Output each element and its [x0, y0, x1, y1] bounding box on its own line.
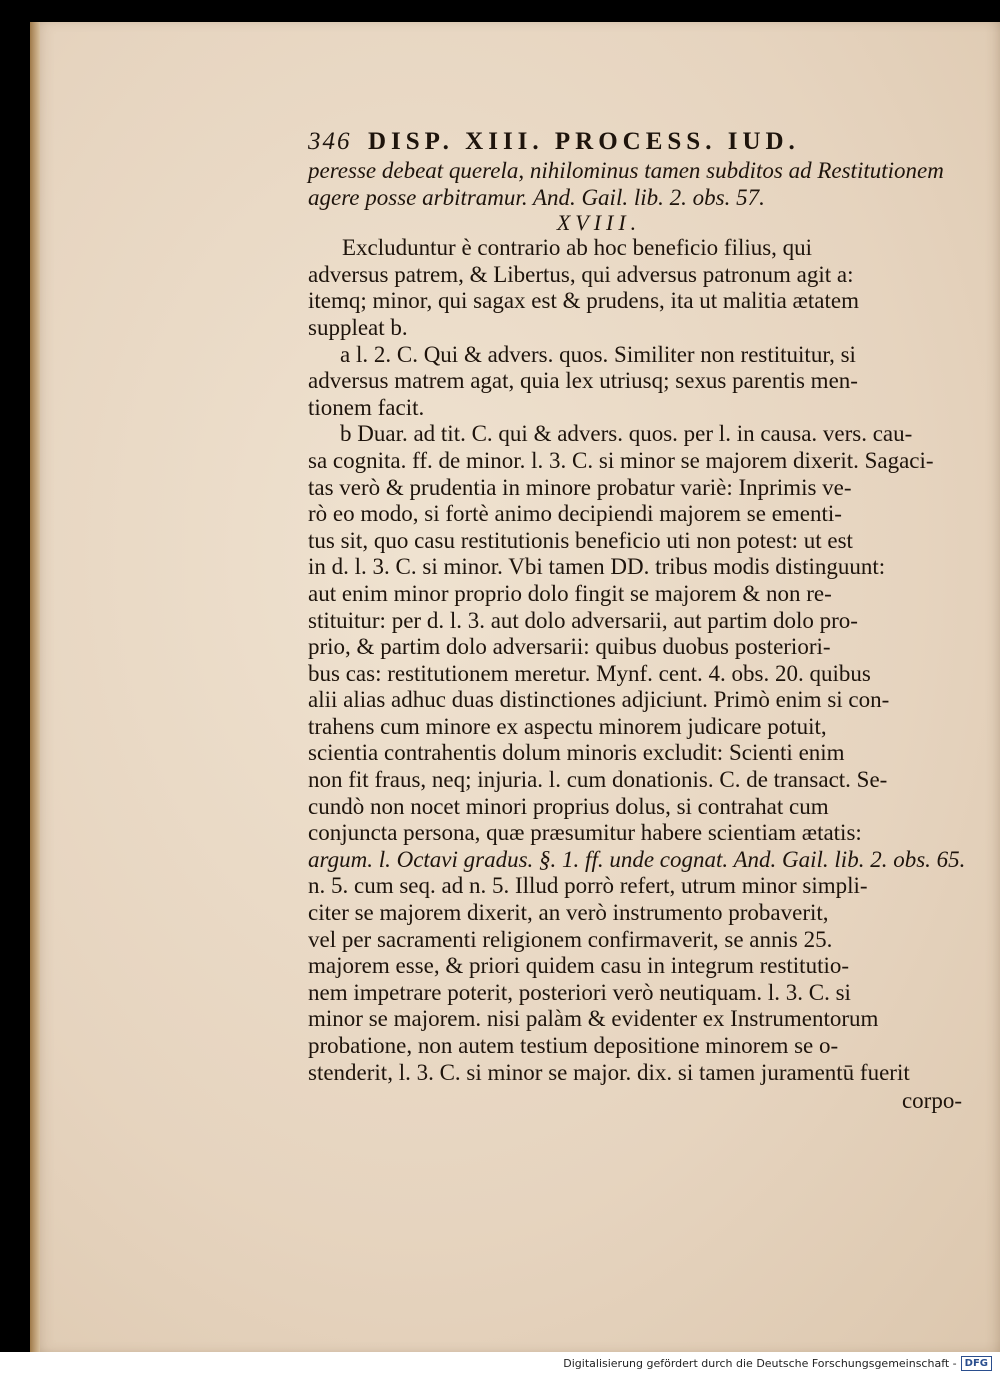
text-line: agere posse arbitramur. And. Gail. lib. 2. obs. 57.: [308, 184, 765, 210]
text-line: rò eo modo, si fortè animo decipiendi majorem se ementi-: [308, 501, 842, 527]
text-line: tionem facit.: [308, 394, 425, 420]
running-head: DISP. XIII. PROCESS. IUD.: [368, 128, 800, 155]
text-line: conjuncta persona, quæ præsumitur habere scientiam ætatis:: [308, 820, 862, 846]
text-line: scientia contrahentis dolum minoris excludit: Scienti enim: [308, 740, 845, 766]
text-line: suppleat b.: [308, 314, 408, 340]
text-line: peresse debeat querela, nihilominus tamen subditos ad Restitutionem: [308, 158, 944, 183]
text-line: n. 5. cum seq. ad n. 5. Illud porrò refert, utrum minor simpli-: [308, 873, 868, 899]
text-line: nem impetrare poterit, posteriori verò neutiquam. l. 3. C. si: [308, 979, 851, 1005]
book-page: [30, 22, 1000, 1352]
page-binding-edge: [30, 22, 40, 1352]
text-line: alii alias adhuc duas distinctiones adjiciunt. Primò enim si con-: [308, 687, 890, 713]
funding-note: Digitalisierung gefördert durch die Deutsche Forschungsgemeinschaft -: [563, 1356, 957, 1370]
text-line: sa cognita. ff. de minor. l. 3. C. si minor se majorem dixerit. Sagaci-: [308, 447, 934, 473]
text-line: cundò non nocet minori proprius dolus, si contrahat cum: [308, 793, 829, 819]
catchword: corpo-: [901, 1088, 962, 1114]
text-line: non fit fraus, neq; injuria. l. cum donationis. C. de transact. Se-: [308, 767, 888, 793]
text-line: vel per sacramenti religionem confirmaverit, se annis 25.: [308, 926, 833, 952]
text-line: probatione, non autem testium depositione minorem se o-: [308, 1033, 839, 1058]
text-line: majorem esse, & priori quidem casu in integrum restitutio-: [308, 953, 850, 979]
text-line: argum. l. Octavi gradus. §. 1. ff. unde cognat. And. Gail. lib. 2. obs. 65.: [308, 846, 966, 872]
text-line: adversus patrem, & Libertus, qui adversus patronum agit a:: [308, 261, 854, 287]
text-line: citer se majorem dixerit, an verò instrumento probaverit,: [308, 900, 829, 926]
dfg-logo: DFG: [961, 1356, 992, 1371]
text-line: prio, & partim dolo adversarii: quibus duobus posteriori-: [308, 634, 831, 660]
text-line: aut enim minor proprio dolo fingit se majorem & non re-: [308, 580, 832, 606]
text-line: tus sit, quo casu restitutionis beneficio uti non potest: ut est: [308, 527, 853, 553]
text-line: b Duar. ad tit. C. qui & advers. quos. per l. in causa. vers. cau-: [340, 421, 913, 447]
text-line: a l. 2. C. Qui & advers. quos. Similiter non restituitur, si: [340, 341, 856, 367]
page-number: 346: [308, 128, 352, 155]
text-line: adversus matrem agat, quia lex utriusq; sexus parentis men-: [308, 368, 858, 394]
body-text: [308, 158, 970, 1086]
footer-bar: [0, 1352, 1000, 1374]
text-line: itemq; minor, qui sagax est & prudens, ita ut malitia ætatem: [308, 288, 859, 314]
section-number: XVIII.: [556, 210, 642, 236]
text-line: in d. l. 3. C. si minor. Vbi tamen DD. tribus modis distinguunt:: [308, 554, 886, 580]
text-line: stenderit, l. 3. C. si minor se major. dix. si tamen juramentū fuerit: [308, 1059, 910, 1085]
text-line: trahens cum minore ex aspectu minorem judicare potuit,: [308, 713, 827, 739]
text-block: [308, 128, 970, 1116]
text-line: minor se majorem. nisi palàm & evidenter ex Instrumentorum: [308, 1006, 879, 1032]
text-line: Excluduntur è contrario ab hoc beneficio filius, qui: [342, 235, 813, 261]
page-header: [308, 128, 970, 156]
text-line: stituitur: per d. l. 3. aut dolo adversarii, aut partim dolo pro-: [308, 607, 858, 633]
text-line: bus cas: restitutionem meretur. Mynf. cent. 4. obs. 20. quibus: [308, 660, 871, 686]
text-line: tas verò & prudentia in minore probatur variè: Inprimis ve-: [308, 474, 852, 500]
